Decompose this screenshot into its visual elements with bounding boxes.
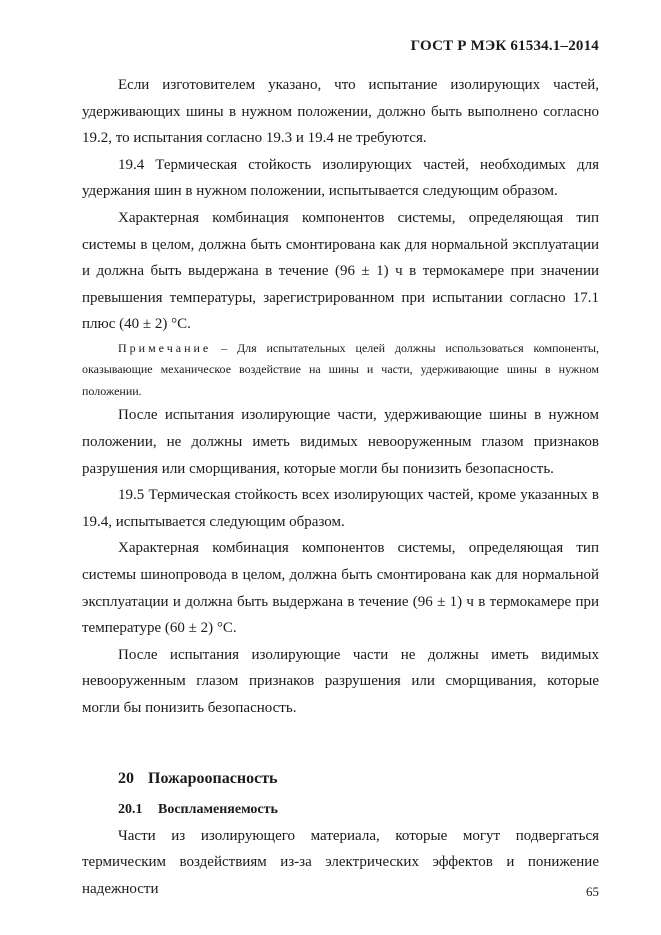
paragraph-4: После испытания изолирующие части, удерживающие шины в нужном положении, не должны иметь видимых невооруженным глазом признаков разрушения или сморщивания, которые могли бы понизить безопасность. bbox=[82, 407, 599, 477]
paragraph-7: После испытания изолирующие части не должны иметь видимых невооруженным глазом признаков разрушения или сморщивания, которые могли бы понизить безопасность. bbox=[82, 646, 599, 716]
paragraph-8: Части из изолирующего материала, которые могут подвергаться термическим воздействиям из-за электрических эффектов и понижение надежности bbox=[82, 827, 599, 897]
page-number: 65 bbox=[586, 884, 599, 899]
section-number: 20 bbox=[118, 769, 134, 787]
note bbox=[82, 338, 599, 403]
subsection-title: Воспламеняемость bbox=[158, 801, 278, 817]
note-label: Примечание bbox=[118, 340, 212, 355]
section-title: Пожароопасность bbox=[148, 769, 278, 787]
section-heading bbox=[82, 766, 599, 792]
subsection-number: 20.1 bbox=[118, 801, 143, 817]
paragraph-1: Если изготовителем указано, что испытание изолирующих частей, удерживающих шины в нужном положении, должно быть выполнено согласно 19.2, то испытания согласно 19.3 и 19.4 не требуются. bbox=[82, 77, 599, 147]
paragraph-19-4: 19.4 Термическая стойкость изолирующих частей, необходимых для удержания шин в нужном положении, испытывается следующим образом. bbox=[82, 156, 599, 200]
subsection-heading bbox=[82, 797, 599, 823]
paragraph-19-5: 19.5 Термическая стойкость всех изолирующих частей, кроме указанных в 19.4, испытывается следующим образом. bbox=[82, 487, 599, 530]
page-body bbox=[82, 72, 599, 902]
paragraph-3: Характерная комбинация компонентов системы, определяющая тип системы в целом, должна быть смонтирована как для нормальной эксплуатации и должна быть выдержана в течение (96 ± 1) ч в термокамере при значении превышения температуры, зарегистрированном при испытании согласно 17.1 плюс (40 ± 2) °C. bbox=[82, 209, 599, 333]
paragraph-6: Характерная комбинация компонентов системы, определяющая тип системы шинопровода в целом, должна быть смонтирована как для нормальной эксплуатации и должна быть выдержана в течение (96 ± 1) ч в термокамере при температуре (60 ± 2) °C. bbox=[82, 540, 599, 637]
note-text: – Для испытательных целей должны использоваться компоненты, оказывающие механическое воздействие на шины и части, удерживающие шины в нужном положении. bbox=[82, 340, 599, 398]
standard-header: ГОСТ Р МЭК 61534.1–2014 bbox=[410, 38, 599, 54]
